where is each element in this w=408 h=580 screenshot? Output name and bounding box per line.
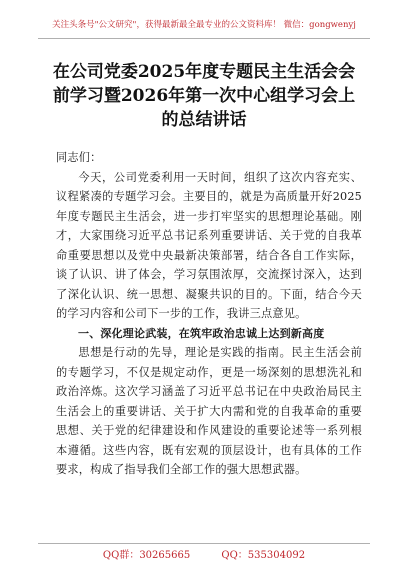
paragraph-intro: 今天，公司党委利用一天时间，组织了这次内容充实、议程紧凑的专题学习会。主要目的，就是为高质量开好2025年度专题民主生活会，进一步打牢坚实的思想理论基础。刚才，大家围绕习近平总书记系列重要讲话、关于党的自我革命重要思想以及党中央最新决策部署，结合各自工作实际，谈了认识、讲了体会，学习氛围浓厚，交流探讨深入，达到了深化认识、统一思想、凝聚共识的目的。下面，结合今天的学习内容和公司下一步的工作，我讲三点意见。	[56, 170, 362, 320]
greeting: 同志们：	[56, 151, 102, 164]
footer-qq: QQ：535304092	[221, 550, 306, 561]
section-heading-1: 一、深化理论武装，在筑牢政治忠诚上达到新高度	[78, 326, 325, 340]
footer-qq-group: QQ群：30265665	[102, 550, 191, 561]
paragraph-section-1: 思想是行动的先导，理论是实践的指南。民主生活会前的专题学习，不仅是规定动作，更是一场深刻的思想洗礼和政治淬炼。这次学习涵盖了习近平总书记在中央政治局民主生活会上的重要讲话、关于扩大内需和党的自我革命的重要思想、关于党的纪律建设和作风建设的重要论述等一系列根本遵循。这些内容，既有宏观的顶层设计，也有具体的工作要求，构成了指导我们全部工作的强大思想武器。	[56, 346, 362, 476]
title-line-2: 前学习暨2026年第一次中心组学习会上	[52, 86, 356, 106]
header-text: 关注头条号"公文研究"，获得最新最全最专业的公文资料库！ 微信：gongwenyj	[52, 20, 356, 30]
title-line-1: 在公司党委2025年度专题民主生活会会	[52, 62, 356, 82]
page-header	[38, 14, 370, 39]
page-footer	[38, 543, 370, 566]
title-line-3: 的总结讲话	[161, 110, 247, 130]
document-title	[30, 60, 378, 132]
document-body	[56, 148, 362, 480]
